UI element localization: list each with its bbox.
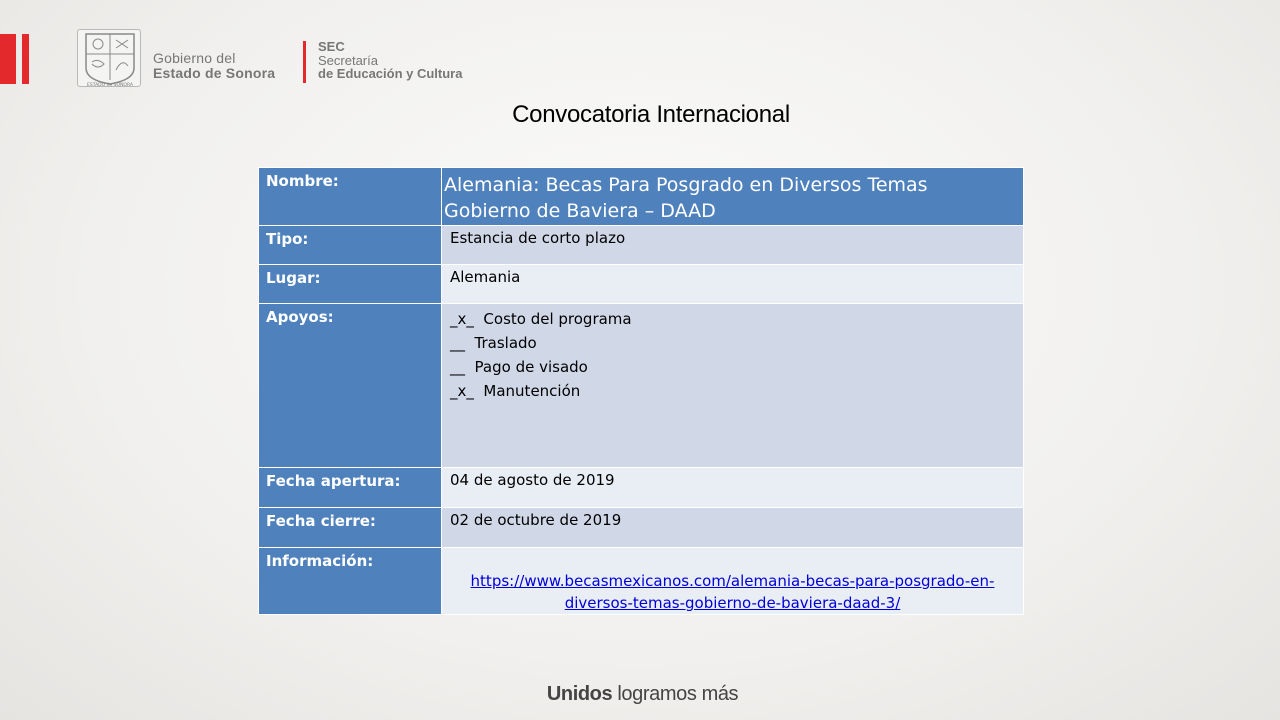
footer-slogan-strong: Unidos [546,683,613,705]
gov-line2: Estado de Sonora [153,65,276,81]
informacion-label: Información: [259,548,442,615]
sec-line1: Secretaría [318,53,378,68]
tipo-label: Tipo: [259,226,442,265]
sec-abbreviation: SEC [318,39,345,54]
sec-line2: de Educación y Cultura [318,66,463,81]
sonora-coat-of-arms-logo [77,29,141,87]
table-row [259,548,1024,615]
table-row [259,168,1024,226]
nombre-line2: Gobierno de Baviera – DAAD [444,200,716,222]
seal-caption: ESTADO de SONORA [87,83,133,88]
apertura-label: Fecha apertura: [259,468,442,508]
cierre-value: 02 de octubre de 2019 [442,508,1024,548]
apoyo-item: __ Pago de visado [450,358,588,376]
table-row [259,265,1024,304]
lugar-value: Alemania [442,265,1024,304]
informacion-value [442,548,1024,615]
nombre-line1: Alemania: Becas Para Posgrado en Diversos Temas [444,174,928,196]
info-link-line1[interactable]: https://www.becasmexicanos.com/alemania-becas-para-posgrado-en- [470,572,995,590]
sec-separator [303,41,306,83]
apertura-value: 04 de agosto de 2019 [442,468,1024,508]
page-title: Convocatoria Internacional [512,101,790,128]
apoyos-label: Apoyos: [259,304,442,468]
info-link[interactable] [450,551,1015,614]
government-name [153,51,275,81]
table-row [259,304,1024,468]
sec-name [318,40,462,81]
apoyos-value [442,304,1024,468]
tipo-value: Estancia de corto plazo [442,226,1024,265]
table-row [259,468,1024,508]
brand-bar-left [0,34,16,84]
gov-line1: Gobierno del [153,50,236,66]
apoyo-item: _x_ Costo del programa [450,310,632,328]
table-row [259,226,1024,265]
lugar-label: Lugar: [259,265,442,304]
footer-slogan-rest: logramos más [612,683,739,705]
nombre-value [442,168,1024,226]
cierre-label: Fecha cierre: [259,508,442,548]
table-row [259,508,1024,548]
convocatoria-table [258,167,1024,615]
apoyo-item: _x_ Manutención [450,382,581,400]
info-link-line2[interactable]: diversos-temas-gobierno-de-baviera-daad-3/ [564,594,901,612]
nombre-label: Nombre: [259,168,442,226]
apoyo-item: __ Traslado [450,334,537,352]
brand-bar-right [22,34,29,84]
footer-slogan [0,683,1280,706]
